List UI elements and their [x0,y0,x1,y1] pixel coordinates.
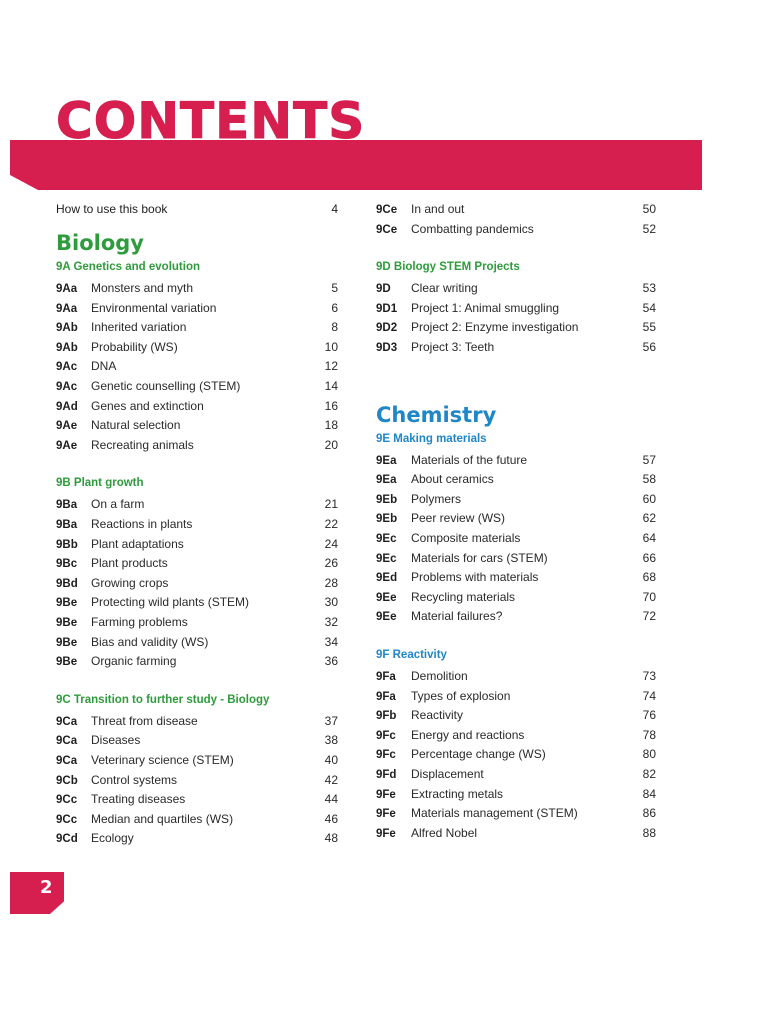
toc-entry[interactable] [56,497,338,517]
entry-page: 44 [324,792,338,807]
entry-title: Types of explosion [411,688,511,703]
chemistry-sections [376,433,656,846]
entry-title: Treating diseases [91,792,186,807]
entry-code: 9Ee [376,591,397,604]
toc-entry[interactable] [56,654,338,674]
entry-page: 16 [324,398,338,413]
entry-title: On a farm [91,497,145,512]
entry-code: 9Fb [376,710,397,723]
entry-page: 64 [642,531,656,546]
entry-code: 9Fe [376,788,396,801]
entry-code: 9Fa [376,690,396,703]
entry-page: 24 [324,536,338,551]
entry-page: 34 [324,634,338,649]
intro-entry[interactable] [56,202,338,222]
entry-page: 74 [642,688,656,703]
entry-title: Material failures? [411,609,503,624]
toc-entry[interactable] [56,635,338,655]
entry-code: 9Ba [56,519,78,532]
entry-page: 42 [324,772,338,787]
entry-code: 9Eb [376,513,398,526]
entry-page: 73 [642,669,656,683]
entry-code: 9Ec [376,552,397,565]
section-title: 9A Genetics and evolution [56,261,200,274]
entry-code: 9Be [56,636,78,649]
entry-title: Diseases [91,733,141,748]
toc-entry[interactable] [56,418,338,438]
toc-entry[interactable] [56,537,338,557]
entry-code: 9Be [56,597,78,610]
entry-code: 9Fe [376,808,396,821]
toc-entry[interactable] [376,340,656,360]
toc-entry[interactable] [56,733,338,753]
entry-page: 60 [642,491,656,506]
section-title: 9F Reactivity [376,649,447,661]
entry-code: 9Ba [56,499,78,512]
entry-page: 78 [642,727,656,742]
toc-entry[interactable] [376,492,656,512]
entry-page: 80 [642,747,656,762]
entry-code: 9Cd [56,833,78,846]
entry-page: 5 [331,281,338,296]
entry-title: Protecting wild plants (STEM) [91,595,250,610]
toc-entry[interactable] [56,517,338,537]
entry-title: Reactions in plants [91,517,193,532]
entry-title: Project 2: Enzyme investigation [411,320,579,335]
entry-page: 22 [324,517,338,532]
entry-title: DNA [91,359,117,374]
toc-entry[interactable] [376,320,656,340]
entry-title: Composite materials [411,531,521,546]
entry-page: 18 [324,418,338,433]
toc-entry[interactable] [376,806,656,826]
entry-code: 9Cc [56,813,78,826]
entry-page: 46 [324,811,338,826]
entry-title: Peer review (WS) [411,511,506,526]
entry-page: 72 [642,609,656,624]
entry-page: 57 [642,452,656,467]
entry-page: 53 [642,281,656,296]
entry-page: 38 [324,733,338,748]
toc-entry[interactable] [56,576,338,596]
toc-entry[interactable] [376,787,656,807]
entry-title: Extracting metals [411,786,504,801]
toc-entry[interactable] [376,472,656,492]
entry-page: 58 [642,472,656,487]
entry-page: 70 [642,589,656,604]
toc-entry[interactable] [56,359,338,379]
entry-code: 9Ed [376,572,398,585]
entry-code: 9Ee [376,611,397,624]
entry-title: Threat from disease [91,713,198,728]
entry-code: 9Ac [56,361,78,374]
entry-title: Plant products [91,556,168,571]
entry-code: 9Ec [376,533,397,546]
right-column [376,202,656,845]
left-column [56,202,338,851]
entry-page: 82 [642,766,656,781]
page-number: 2 [40,877,53,898]
entry-title: Genetic counselling (STEM) [91,379,241,394]
entry-page: 32 [324,615,338,629]
entry-title: Materials for cars (STEM) [411,550,548,565]
toc-entry[interactable] [376,531,656,551]
toc-entry[interactable] [376,728,656,748]
entry-code: 9Ae [56,439,78,452]
section-title: 9B Plant growth [56,477,144,490]
toc-entry[interactable] [376,551,656,571]
toc-entry[interactable] [56,399,338,419]
entry-code: 9D [376,283,391,296]
toc-entry[interactable] [56,812,338,832]
entry-code: 9Aa [56,302,78,315]
page-number-tab [10,872,64,914]
subject-heading-biology: Biology [56,231,144,255]
entry-code: 9Ca [56,715,78,728]
entry-code: 9Ab [56,322,78,335]
entry-title: Energy and reactions [411,727,525,742]
entry-title: Growing crops [91,575,169,590]
entry-title: Percentage change (WS) [411,747,546,762]
toc-entry[interactable] [376,301,656,321]
toc-entry[interactable] [56,831,338,851]
entry-title: Organic farming [91,654,177,669]
toc-entry[interactable] [376,202,656,222]
entry-title: In and out [411,202,465,216]
entry-code: 9Fd [376,768,397,781]
toc-entry[interactable] [376,767,656,787]
entry-title: Alfred Nobel [411,825,478,840]
entry-page: 56 [642,339,656,354]
toc-entry[interactable] [376,708,656,728]
entry-title: Demolition [411,669,468,683]
entry-title: Combatting pandemics [411,221,534,236]
toc-entry[interactable] [376,609,656,629]
biology-sections [56,261,338,851]
toc-entry[interactable] [376,222,656,242]
entry-code: 9D2 [376,322,398,335]
entry-code: 9Aa [56,283,78,296]
entry-title: Project 3: Teeth [411,339,495,354]
toc-entry[interactable] [376,669,656,689]
entry-code: 9Ae [56,420,78,433]
section-title: 9E Making materials [376,432,487,445]
toc-entry[interactable] [56,595,338,615]
entry-code: 9Ad [56,400,78,413]
entry-page: 48 [324,831,338,846]
entry-code: 9Ac [56,381,78,394]
entry-page: 76 [642,708,656,723]
entry-code: 9D1 [376,302,398,315]
subject-heading-chemistry: Chemistry [376,402,497,427]
entry-code: 9Cc [56,794,78,807]
entry-title: Project 1: Animal smuggling [411,300,560,315]
toc-entry[interactable] [56,301,338,321]
entry-page: 55 [642,320,656,335]
entry-title: Environmental variation [91,300,217,315]
entry-page: 10 [324,339,338,354]
entry-page: 26 [324,556,338,571]
entry-title: Displacement [411,766,484,781]
toc-entry[interactable] [376,281,656,301]
toc-entry[interactable] [376,689,656,709]
entry-title: Materials management (STEM) [411,806,578,821]
entry-page: 86 [642,806,656,821]
entry-title: Probability (WS) [91,339,178,354]
toc-entry[interactable] [56,753,338,773]
entry-code: 9Fc [376,729,396,742]
entry-title: Plant adaptations [91,536,184,551]
entry-page: 12 [324,359,338,374]
entry-title: Control systems [91,772,178,787]
entry-page: 20 [324,437,338,452]
section-title: 9C Transition to further study - Biology [56,693,270,706]
entry-title: Veterinary science (STEM) [91,752,234,767]
entry-page: 8 [331,320,338,335]
entry-title: Bias and validity (WS) [91,634,209,649]
entry-page: 36 [324,654,338,669]
entry-title: Recycling materials [411,589,516,604]
entry-title: How to use this book [56,202,168,216]
entry-code: 9Ce [376,223,398,236]
entry-page: 66 [642,550,656,565]
entry-code: 9Ea [376,454,397,467]
toc-entry[interactable] [376,590,656,610]
toc-entry[interactable] [56,773,338,793]
toc-entry[interactable] [56,792,338,812]
entry-title: Clear writing [411,281,478,296]
entry-code: 9Be [56,656,78,669]
toc-entry[interactable] [56,714,338,734]
entry-title: Genes and extinction [91,398,204,413]
entry-code: 9Fa [376,671,396,683]
entry-code: 9D3 [376,341,398,354]
entry-page: 54 [642,300,656,315]
entry-code: 9Ea [376,474,397,487]
toc-entry[interactable] [56,438,338,458]
toc-entry[interactable] [56,340,338,360]
entry-title: Ecology [91,831,134,846]
entry-page: 68 [642,570,656,585]
entry-code: 9Be [56,617,78,629]
entry-title: Recreating animals [91,437,194,452]
section-9d-list [376,281,656,359]
toc-entry[interactable] [376,747,656,767]
entry-page: 21 [324,497,338,512]
section-title-9d: 9D Biology STEM Projects [376,261,520,274]
entry-page: 37 [324,713,338,728]
entry-code: 9Ca [56,735,78,748]
entry-title: Problems with materials [411,570,539,585]
entry-code: 9Cb [56,774,78,787]
entry-code: 9Eb [376,493,398,506]
entry-title: Median and quartiles (WS) [91,811,234,826]
toc-entry[interactable] [376,453,656,473]
entry-code: 9Fe [376,827,396,840]
entry-page: 30 [324,595,338,610]
entry-page: 4 [331,202,338,216]
entry-page: 40 [324,752,338,767]
entry-page: 6 [331,300,338,315]
entry-title: Farming problems [91,615,188,629]
toc-entry[interactable] [376,511,656,531]
entry-title: Materials of the future [411,452,528,467]
toc-entry[interactable] [56,615,338,635]
entry-title: Monsters and myth [91,281,194,296]
entry-title: Reactivity [411,708,464,723]
entry-page: 14 [324,379,338,394]
entry-code: 9Fc [376,749,396,762]
entry-page: 28 [324,575,338,590]
biology-continued-list [376,202,656,241]
toc-entry[interactable] [376,570,656,590]
page-title: CONTENTS [56,92,366,150]
entry-code: 9Ab [56,341,78,354]
entry-code: 9Ca [56,754,78,767]
entry-code: 9Bd [56,577,78,590]
entry-title: About ceramics [411,472,494,487]
entry-page: 50 [642,202,656,216]
toc-entry[interactable] [56,556,338,576]
entry-code: 9Ce [376,204,398,216]
entry-code: 9Bb [56,538,78,551]
entry-page: 62 [642,511,656,526]
entry-title: Natural selection [91,418,181,433]
toc-entry[interactable] [56,281,338,301]
toc-entry[interactable] [56,379,338,399]
entry-page: 84 [642,786,656,801]
toc-entry[interactable] [376,826,656,846]
entry-code: 9Bc [56,558,78,571]
toc-entry[interactable] [56,320,338,340]
entry-title: Polymers [411,491,462,506]
entry-title: Inherited variation [91,320,187,335]
entry-page: 88 [642,825,656,840]
entry-page: 52 [642,221,656,236]
